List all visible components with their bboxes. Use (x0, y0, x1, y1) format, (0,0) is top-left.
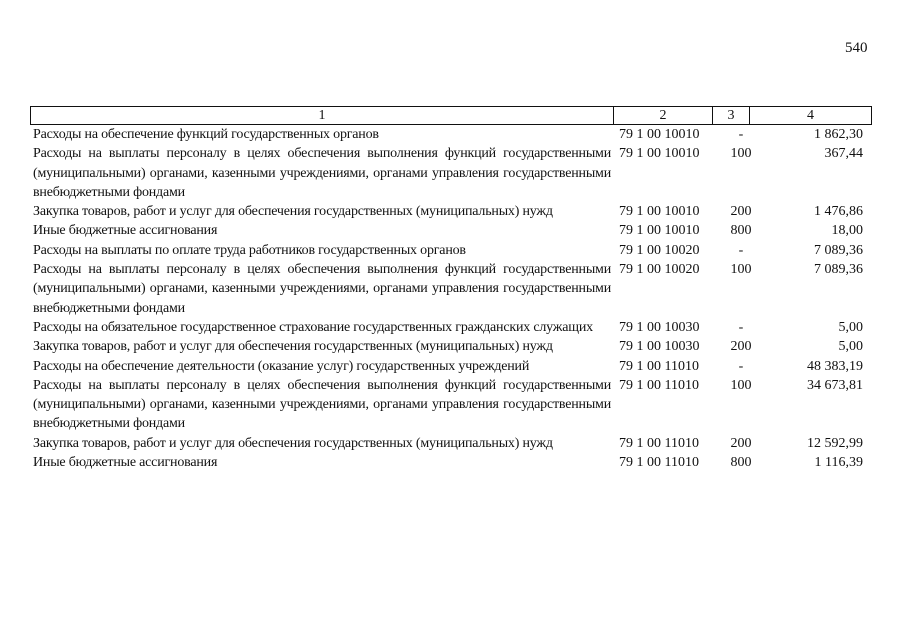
row-amount: 18,00 (831, 223, 863, 239)
row-name: Закупка товаров, работ и услуг для обеспечения государственных (муниципальных) нужд (33, 204, 553, 220)
table-row (33, 357, 863, 376)
row-type: 800 (730, 455, 752, 471)
page-number: 540 (845, 40, 868, 56)
row-type: - (738, 319, 744, 335)
row-code: 79 1 00 10030 (619, 339, 700, 355)
table-row (33, 260, 863, 318)
row-code: 79 1 00 11010 (619, 377, 699, 393)
table-row (33, 337, 863, 356)
row-code: 79 1 00 10020 (619, 262, 700, 278)
table-row (33, 453, 863, 472)
row-name: Расходы на обеспечение функций государственных органов (33, 127, 379, 142)
row-type: 200 (730, 339, 752, 355)
row-amount: 7 089,36 (814, 262, 863, 278)
header-col-4: 4 (807, 108, 814, 123)
row-amount: 12 592,99 (807, 435, 863, 451)
row-code: 79 1 00 11010 (619, 358, 699, 374)
row-type: - (738, 358, 744, 374)
row-amount: 1 116,39 (814, 455, 863, 471)
row-amount: 5,00 (838, 339, 863, 355)
row-type: 100 (730, 262, 752, 278)
row-amount: 1 476,86 (814, 204, 863, 220)
row-amount: 7 089,36 (814, 242, 863, 258)
row-amount: 34 673,81 (807, 377, 863, 393)
row-code: 79 1 00 10020 (619, 242, 700, 258)
table-row (33, 125, 863, 144)
row-name: Расходы на обязательное государственное страхование государственных гражданских служащих (33, 319, 593, 335)
row-code: 79 1 00 10010 (619, 127, 700, 142)
header-col-2: 2 (614, 107, 713, 124)
row-code: 79 1 00 10010 (619, 223, 700, 239)
table-row (33, 434, 863, 453)
row-name: Закупка товаров, работ и услуг для обеспечения государственных (муниципальных) нужд (33, 435, 553, 451)
table-header (30, 106, 872, 125)
table-row (33, 221, 863, 240)
row-type: 200 (730, 204, 752, 220)
row-code: 79 1 00 11010 (619, 455, 699, 471)
table-row (33, 144, 863, 202)
row-code: 79 1 00 10010 (619, 146, 700, 162)
table-row (33, 241, 863, 260)
header-col-3: 3 (713, 107, 750, 124)
row-code: 79 1 00 10010 (619, 204, 700, 220)
row-name: Иные бюджетные ассигнования (33, 455, 218, 471)
row-code: 79 1 00 10030 (619, 319, 700, 335)
header-col-1: 1 (31, 107, 614, 124)
row-name: Расходы на выплаты персоналу в целях обеспечения выполнения функций государственными (муниципальными) органами, казенными учреждениями, органами управления государственными внебюджетными фондами (33, 262, 611, 316)
row-amount: 5,00 (838, 319, 863, 335)
row-type: - (738, 127, 744, 142)
table-row (33, 202, 863, 221)
row-name: Расходы на выплаты персоналу в целях обеспечения выполнения функций государственными (муниципальными) органами, казенными учреждениями, органами управления государственными внебюджетными фондами (33, 146, 611, 200)
table-body (33, 125, 863, 472)
row-name: Закупка товаров, работ и услуг для обеспечения государственных (муниципальных) нужд (33, 339, 553, 355)
row-name: Иные бюджетные ассигнования (33, 223, 218, 239)
row-type: 800 (730, 223, 752, 239)
row-type: 100 (730, 146, 752, 162)
table-row (33, 318, 863, 337)
row-type: 200 (730, 435, 752, 451)
row-name: Расходы на выплаты по оплате труда работников государственных органов (33, 242, 466, 258)
row-name: Расходы на обеспечение деятельности (оказание услуг) государственных учреждений (33, 358, 530, 374)
row-type: 100 (730, 377, 752, 393)
row-amount: 48 383,19 (807, 358, 863, 374)
row-amount: 1 862,30 (814, 127, 863, 142)
table-row (33, 376, 863, 434)
row-name: Расходы на выплаты персоналу в целях обеспечения выполнения функций государственными (муниципальными) органами, казенными учреждениями, органами управления государственными внебюджетными фондами (33, 377, 611, 432)
row-type: - (738, 242, 744, 258)
row-code: 79 1 00 11010 (619, 435, 699, 451)
row-amount: 367,44 (824, 146, 863, 162)
